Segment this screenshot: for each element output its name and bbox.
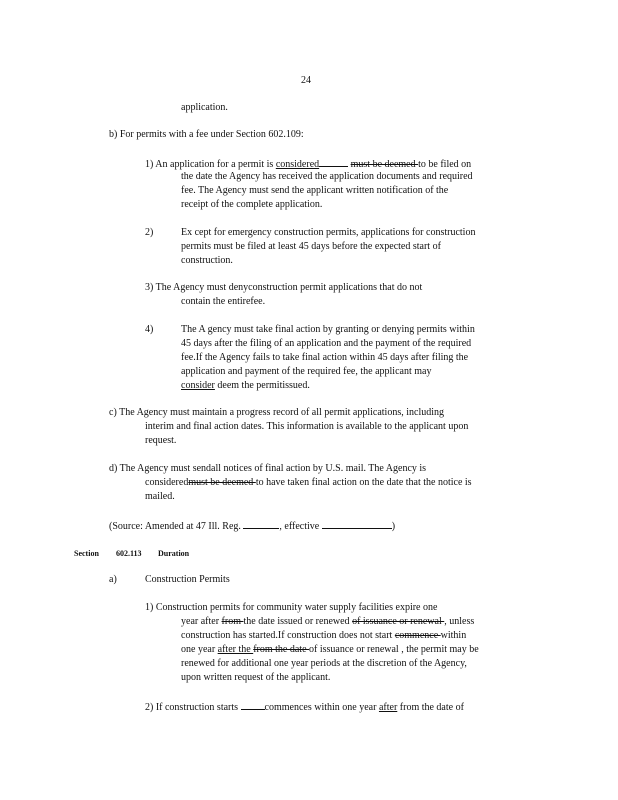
- deleted-text: commence: [394, 630, 441, 641]
- text-run: deem the permitissued.: [214, 380, 310, 391]
- text-run: from the date of: [397, 702, 464, 713]
- deleted-text: of issuance or renewal: [352, 616, 445, 627]
- text-line: [181, 644, 479, 656]
- blank-line: [322, 519, 392, 529]
- text-line: [181, 199, 322, 211]
- text-line: [145, 435, 176, 447]
- deleted-text: must be deemed: [188, 477, 256, 488]
- section-label: Section: [74, 549, 99, 558]
- text-run: 602.113: [116, 549, 142, 558]
- text-run: 2) If construction starts: [145, 702, 241, 713]
- text-line: [181, 185, 448, 197]
- text-line: [181, 366, 431, 378]
- text-run: construction has started.If construction does not start: [181, 630, 395, 641]
- text-line: [181, 672, 330, 684]
- text-run: a): [109, 574, 117, 585]
- text-line: [109, 407, 444, 419]
- text-run: 3) The Agency must denyconstruction permit applications that do not: [145, 282, 423, 293]
- text-run: the date issued or renewed: [243, 616, 353, 627]
- text-line: [181, 255, 233, 267]
- text-line: [181, 380, 310, 392]
- text-run: renewed for additional one year periods at the discretion of the Agency,: [181, 658, 467, 669]
- blank-line: [243, 519, 279, 529]
- text-line: [181, 324, 475, 336]
- inserted-text: consider: [181, 380, 215, 391]
- text-run: the date the Agency has received the application documents and required: [181, 171, 473, 182]
- text-run: 2): [145, 227, 154, 238]
- inserted-text: after the: [217, 644, 254, 655]
- text-run: Ex cept for emergency construction permits, applications for construction: [181, 227, 476, 238]
- source-note: [109, 519, 395, 533]
- inserted-text: after: [378, 702, 398, 713]
- text-run: commences: [264, 702, 315, 713]
- text-line: [181, 616, 474, 628]
- text-run: permits must be filed at least 45 days before the expected start of: [181, 241, 441, 252]
- text-line: [145, 227, 153, 239]
- text-line: [181, 227, 475, 239]
- text-run: considered: [145, 477, 189, 488]
- text-run: one year: [181, 644, 218, 655]
- text-run: b) For permits with a fee under Section 602.109:: [109, 129, 304, 140]
- text-line: [181, 296, 265, 308]
- text-line: [181, 102, 228, 114]
- text-run: , effective: [279, 521, 322, 532]
- text-run: 45 days after the filing of an application and the payment of the required: [181, 338, 472, 349]
- deleted-text: must be deemed: [350, 159, 419, 170]
- text-line: [145, 477, 472, 489]
- text-run: fee. The Agency must send the applicant written notification of the: [181, 185, 449, 196]
- page-number: 24: [301, 75, 311, 86]
- text-run: 4): [145, 324, 154, 335]
- inserted-text: considered: [275, 159, 320, 170]
- text-run: to have taken final action on the date that the notice is: [255, 477, 472, 488]
- text-run: Duration: [158, 549, 190, 558]
- text-run: year after: [181, 616, 222, 627]
- text-line: [109, 463, 426, 475]
- text-run: fee.If the Agency fails to take final action within 45 days after filing the: [181, 352, 469, 363]
- text-line: [109, 129, 304, 141]
- text-run: c) The Agency must maintain a progress record of all permit applications, including: [109, 407, 444, 418]
- deleted-text: from the date: [253, 644, 310, 655]
- text-run: 1) An application for a permit is: [145, 159, 276, 170]
- text-run: application.: [181, 102, 228, 113]
- text-line: [181, 171, 473, 183]
- text-run: construction.: [181, 255, 233, 266]
- text-line: [181, 658, 467, 670]
- text-run: to be filed on: [418, 159, 472, 170]
- text-run: within: [440, 630, 467, 641]
- text-line: [145, 602, 437, 614]
- text-line: [145, 324, 153, 336]
- text-run: receipt of the complete application.: [181, 199, 323, 210]
- text-run: (Source: Amended at 47 Ill. Reg.: [109, 521, 244, 532]
- blank-line: [319, 157, 348, 167]
- text-line: [181, 352, 468, 364]
- text-run: within one year: [314, 702, 379, 713]
- text-run: of issuance or renewal , the permit may be: [309, 644, 479, 655]
- text-run: upon written request of the applicant.: [181, 672, 331, 683]
- blank-line: [241, 700, 265, 710]
- text-line: [145, 491, 175, 503]
- text-run: ): [391, 521, 396, 532]
- text-line: [145, 282, 422, 294]
- text-run: contain the entirefee.: [181, 296, 266, 307]
- section-title: [158, 548, 189, 560]
- deleted-text: from: [221, 616, 244, 627]
- text-line: [181, 338, 471, 350]
- text-line: [181, 241, 441, 253]
- text-run: mailed.: [145, 491, 175, 502]
- text-run: interim and final action dates. This information is available to the applicant upon: [145, 421, 469, 432]
- text-line: [145, 157, 471, 171]
- text-line: [145, 421, 468, 433]
- text-run: d) The Agency must sendall notices of final action by U.S. mail. The Agency is: [109, 463, 427, 474]
- text-line: [181, 630, 466, 642]
- text-line: [109, 574, 117, 586]
- text-run: , unless: [444, 616, 475, 627]
- text-run: 1) Construction permits for community water supply facilities expire one: [145, 602, 438, 613]
- text-line: [145, 574, 230, 586]
- text-run: Construction Permits: [145, 574, 230, 585]
- section-heading: [74, 548, 99, 560]
- section-number: [116, 548, 142, 560]
- text-run: application and payment of the required fee, the applicant may: [181, 366, 432, 377]
- text-run: request.: [145, 435, 177, 446]
- text-run: The A gency must take final action by granting or denying permits within: [181, 324, 475, 335]
- text-line: [145, 700, 464, 714]
